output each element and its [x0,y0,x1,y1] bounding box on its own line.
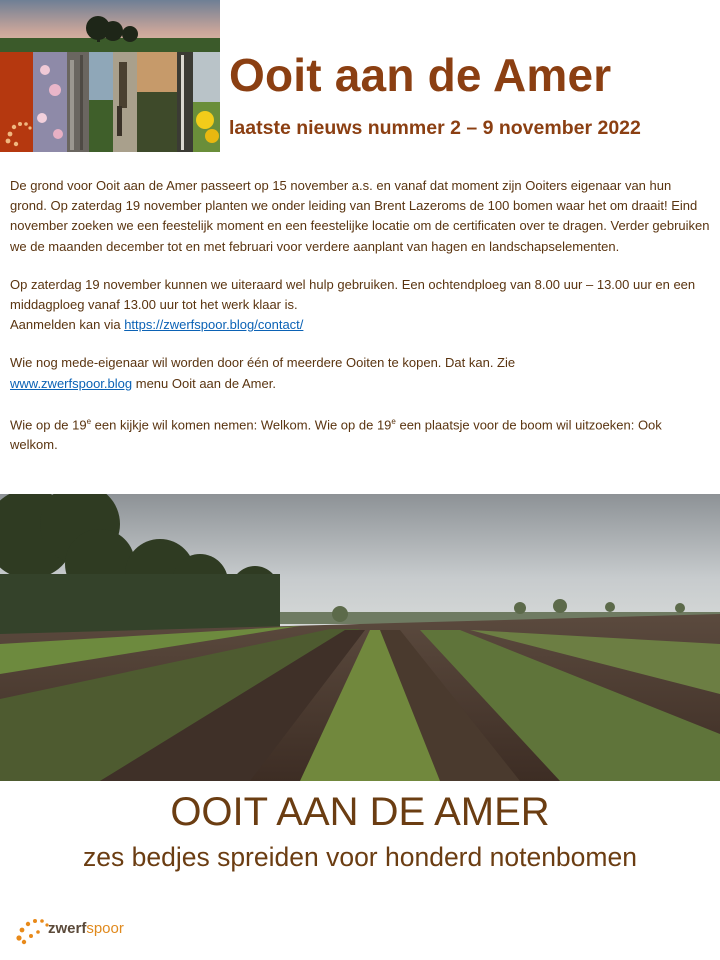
logo-text-accent: spoor [86,920,124,937]
footer-subtitle: zes bedjes spreiden voor honderd notenbomen [83,842,637,872]
paragraph-4-part-2: een kijkje wil komen nemen: Welkom. Wie op de 19 [91,417,392,433]
paragraph-3-suffix: menu Ooit aan de Amer. [132,375,276,391]
paragraph-4-sup-2: e [391,416,396,426]
blog-link[interactable]: www.zwerfspoor.blog [10,375,133,391]
footer-title: OOIT AAN DE AMER [170,790,550,834]
paragraph-4-part-3: een plaatsje voor de boom wil uitzoeken: Ook welkom. [10,417,662,453]
paragraph-2-prefix: Aanmelden kan via [10,317,125,333]
photo-collage [0,0,220,152]
collage-image [0,0,220,152]
page-title: Ooit aan de Amer [229,49,612,101]
page-subtitle: laatste nieuws nummer 2 – 9 november 2022 [229,117,641,139]
paragraph-4-part-1: Wie op de 19 [10,417,87,433]
logo-text [48,920,124,937]
paragraph-2-line-1: Op zaterdag 19 november kunnen we uiteraard wel hulp gebruiken. Een ochtendploeg van 8.00 uur – 13.00 uur en een middagploeg vanaf 13.00 uur tot het werk klaar is. [10,276,696,313]
contact-link[interactable]: https://zwerfspoor.blog/contact/ [124,317,304,333]
paragraph-4 [10,412,710,456]
paragraph-3 [10,353,710,393]
field-photo [0,494,720,781]
paragraph-2 [10,275,710,336]
paragraph-4-sup-1: e [86,416,92,426]
paragraph-1: De grond voor Ooit aan de Amer passeert op 15 november a.s. en vanaf dat moment zijn Ooiters eigenaar van hun grond. Op zaterdag 19 november planten we onder leiding van Brent Lazeroms de 100 bomen waar het om draait! Eind november zoeken we een feestelijk moment en een feestelijke locatie om de certificaten over te dragen. Verder gebruiken we de maanden december tot en met februari voor verdere aanplant van hagen en landschapselementen. [10,178,710,254]
field-image [0,494,720,781]
paragraph-3-line-1: Wie nog mede-eigenaar wil worden door één of meerdere Ooiten te kopen. Dat kan. Zie [10,355,516,371]
article-body [10,176,710,474]
logo-text-main: zwerf [48,920,87,937]
